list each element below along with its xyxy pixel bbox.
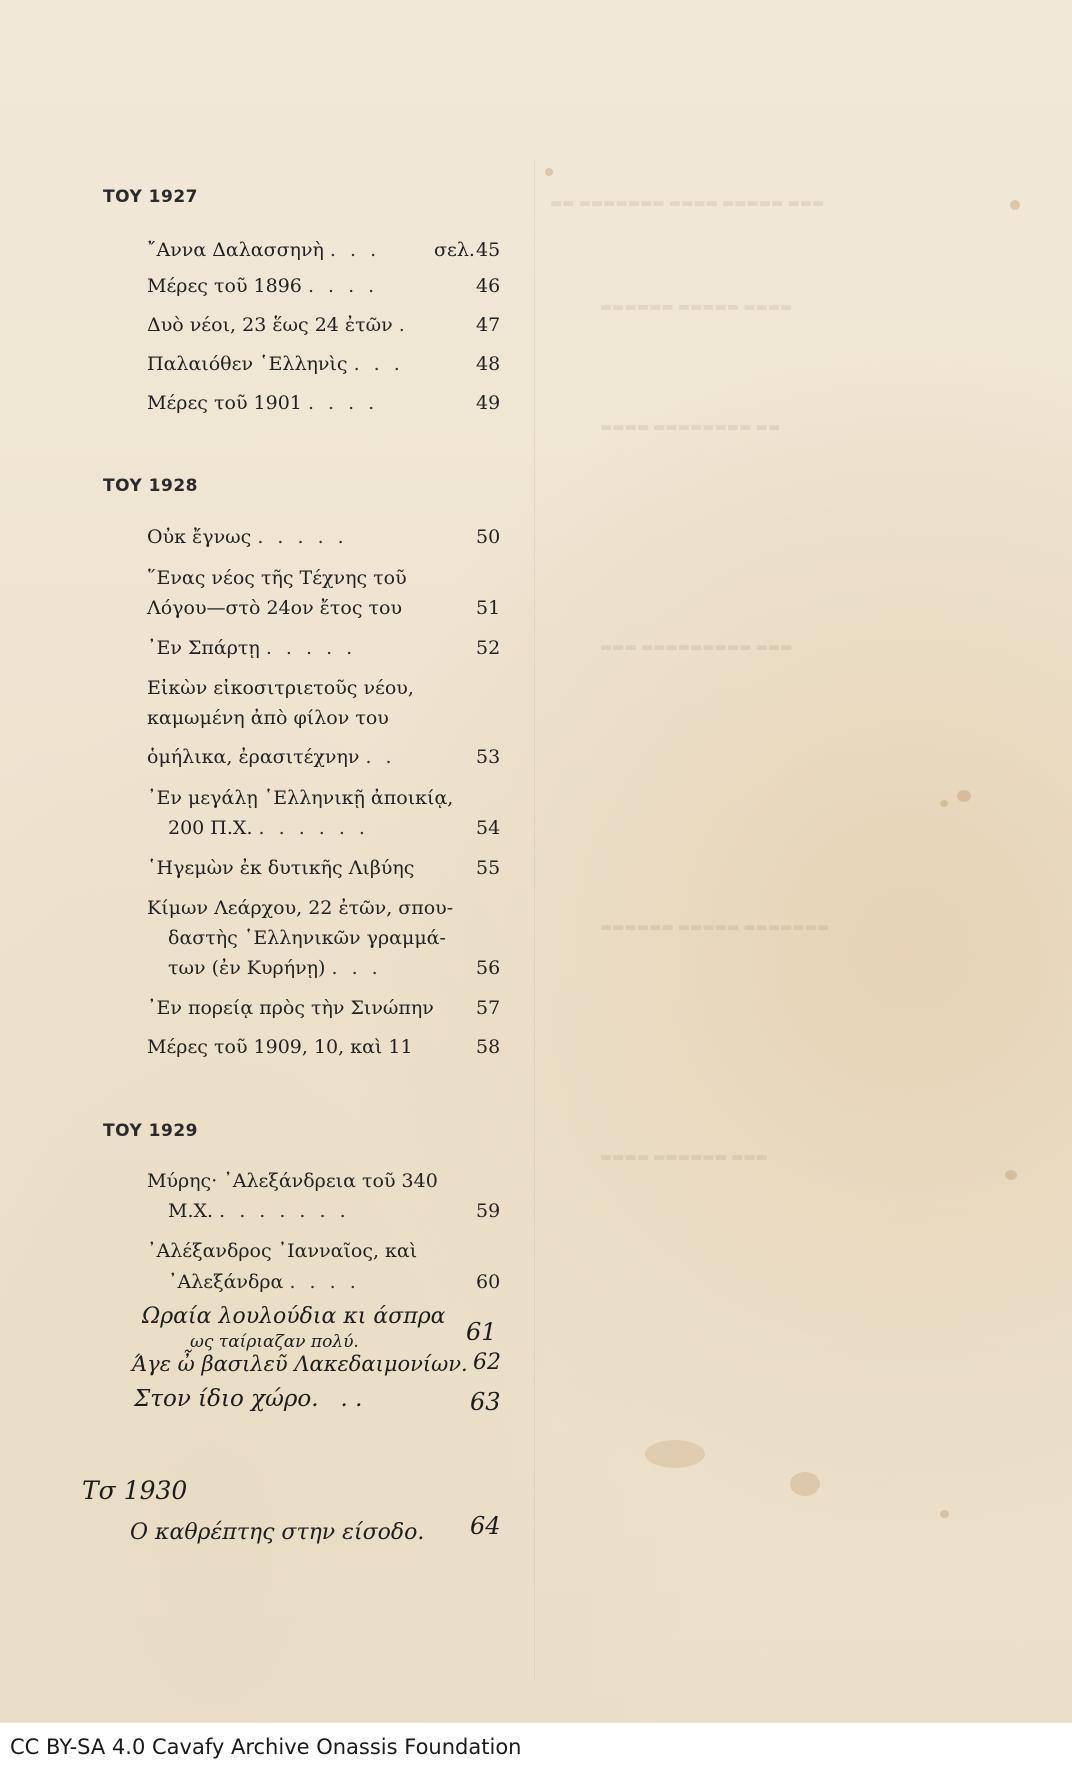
entry-title-line: ᾽Αλέξανδρος ᾽Ιανναῖος, καὶ <box>147 1240 418 1262</box>
entry-title-line: ὁμήλικα, ἐρασιτέχνην . . <box>147 746 396 768</box>
entry-title: ᾽Εν πορείᾳ πρὸς τὴν Σινώπην <box>147 997 434 1019</box>
handwritten-entry: Ο καθρέπτης στην είσοδο. <box>130 1520 425 1545</box>
entry-title: Μέρες τοῦ 1901 . . . . <box>147 392 379 414</box>
stain-spot <box>957 790 971 802</box>
page-number: 51 <box>476 597 501 619</box>
entry-title: Παλαιόθεν ῾Ελληνὶς . . . <box>147 353 404 375</box>
stain-spot <box>790 1472 820 1496</box>
page-abbrev: σελ. <box>434 239 475 261</box>
handwritten-page-number: 63 <box>470 1388 501 1416</box>
page-number: 59 <box>476 1200 501 1222</box>
entry-title-line: δαστὴς ῾Ελληνικῶν γραμμά- <box>168 927 446 949</box>
entry-title-line: 200 Π.Χ. . . . . . . <box>168 817 369 839</box>
page-number: 50 <box>476 526 501 548</box>
handwritten-entry: Στον ίδιο χώρο. . . <box>134 1386 363 1412</box>
show-through: ▬▬▬▬ ▬▬▬▬▬▬▬▬ ▬▬ <box>600 420 781 435</box>
stain-spot <box>645 1440 705 1468</box>
entry-title-line: ᾽Αλεξάνδρα . . . . <box>168 1271 360 1293</box>
show-through: ▬▬▬▬ ▬▬▬▬▬▬ ▬▬▬ <box>600 1150 768 1165</box>
stain-spot <box>940 800 948 807</box>
show-through: ▬▬▬ ▬▬▬▬▬▬▬▬▬ ▬▬▬ <box>600 640 793 655</box>
section-heading-1927: TOY 1927 <box>103 187 198 207</box>
stain-spot <box>545 168 553 176</box>
page-number: 46 <box>476 275 501 297</box>
page-number: 55 <box>476 857 501 879</box>
page-number: 48 <box>476 353 501 375</box>
credit-line: CC BY-SA 4.0 Cavafy Archive Onassis Foundation <box>10 1735 522 1759</box>
page-number: 47 <box>476 314 501 336</box>
page-fold <box>534 160 535 1680</box>
handwritten-entry: Άγε ὦ βασιλεῦ Λακεδαιμονίων. <box>132 1352 468 1376</box>
page-number: 54 <box>476 817 501 839</box>
page-number: 60 <box>476 1271 501 1293</box>
page-number: 45 <box>476 239 501 261</box>
show-through: ▬▬▬▬▬▬ ▬▬▬▬▬ ▬▬▬▬▬▬▬ <box>600 920 830 935</box>
entry-title-line: Λόγου—στὸ 24ον ἔτος του <box>147 597 402 619</box>
handwritten-entry-line: ως ταίριαζαν πολύ. <box>190 1332 359 1352</box>
show-through: ▬▬ ▬▬▬▬▬▬▬ ▬▬▬▬ ▬▬▬▬▬ ▬▬▬ <box>550 196 825 211</box>
entry-title-line: Εἰκὼν εἰκοσιτριετοῦς νέου, <box>147 677 414 699</box>
entry-title: ῾Ηγεμὼν ἐκ δυτικῆς Λιβύης <box>147 857 415 879</box>
entry-title-line: των (ἐν Κυρήνῃ) . . . <box>168 957 382 979</box>
entry-title-line: Κίμων Λεάρχου, 22 ἐτῶν, σπου- <box>147 897 454 919</box>
credit-bar <box>0 1722 1072 1775</box>
section-heading-1928: TOY 1928 <box>103 476 198 496</box>
page-number: 57 <box>476 997 501 1019</box>
page-number: 53 <box>476 746 501 768</box>
handwritten-page-number: 62 <box>473 1350 501 1375</box>
entry-title: Δυὸ νέοι, 23 ἕως 24 ἐτῶν . <box>147 314 409 336</box>
handwritten-page-number: 61 <box>466 1318 497 1346</box>
entry-title: Μέρες τοῦ 1909, 10, καὶ 11 <box>147 1036 413 1058</box>
stain-spot <box>1010 200 1020 210</box>
entry-title: Οὐκ ἔγνως . . . . . <box>147 526 348 548</box>
stain-spot <box>940 1510 949 1518</box>
page-number: 49 <box>476 392 501 414</box>
section-heading-1929: TOY 1929 <box>103 1121 198 1141</box>
entry-title: ῎Αννα Δαλασσηνὴ . . . <box>147 239 381 261</box>
page-number: 52 <box>476 637 501 659</box>
entry-title: ᾽Εν Σπάρτῃ . . . . . <box>147 637 357 659</box>
entry-title: Μέρες τοῦ 1896 . . . . <box>147 275 379 297</box>
entry-title-line: Μύρης· ᾽Αλεξάνδρεια τοῦ 340 <box>147 1170 438 1192</box>
handwritten-section-heading: Τσ 1930 <box>82 1476 188 1505</box>
page-number: 56 <box>476 957 501 979</box>
show-through: ▬▬▬▬▬▬ ▬▬▬▬▬ ▬▬▬▬ <box>600 300 793 315</box>
entry-title-line: Μ.Χ. . . . . . . . <box>168 1200 350 1222</box>
entry-title-line: ᾽Εν μεγάλῃ ῾Ελληνικῇ ἀποικίᾳ, <box>147 787 454 809</box>
entry-title-line: καμωμένη ἀπὸ φίλον του <box>147 707 389 729</box>
stain-spot <box>1005 1170 1017 1180</box>
page-number: 58 <box>476 1036 501 1058</box>
handwritten-entry-line: Ωραία λουλούδια κι άσπρα <box>142 1304 446 1329</box>
entry-title-line: ῞Ενας νέος τῆς Τέχνης τοῦ <box>147 567 407 589</box>
handwritten-page-number: 64 <box>470 1512 501 1540</box>
